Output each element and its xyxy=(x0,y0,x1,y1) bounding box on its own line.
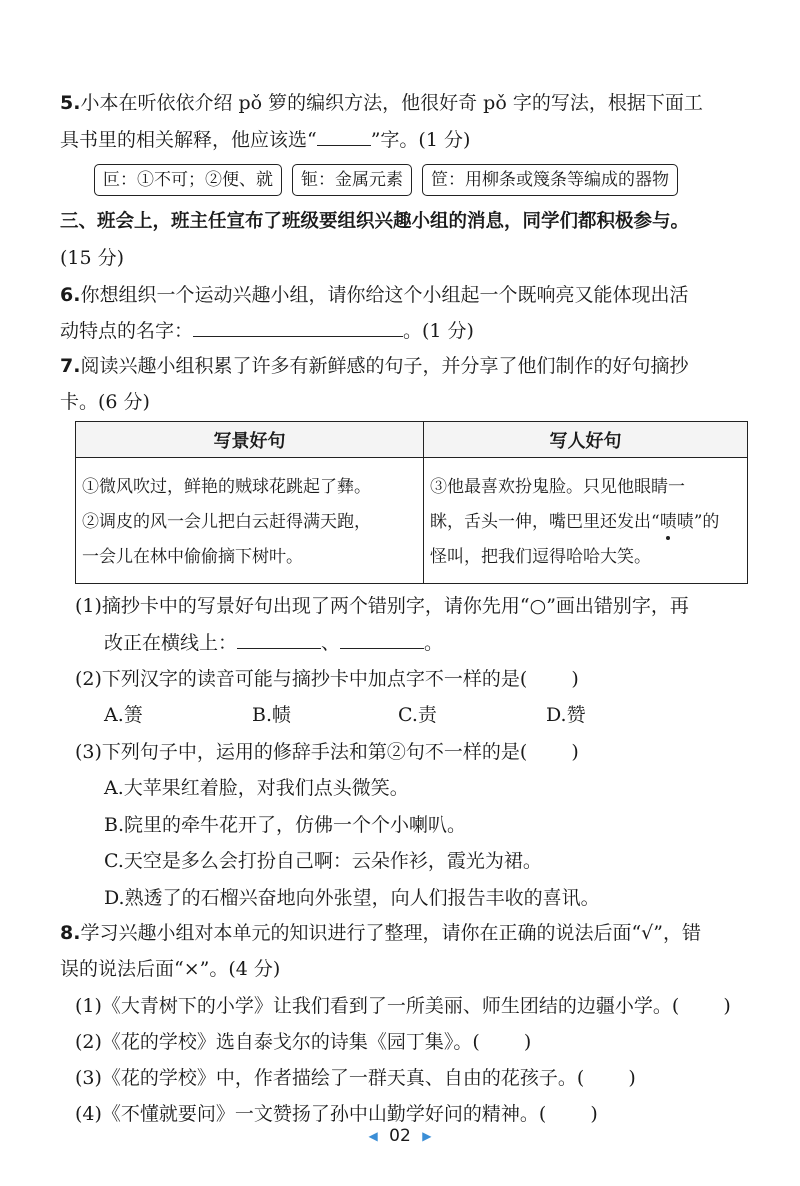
q7-sub3-close: ) xyxy=(571,741,579,763)
q8-line1 xyxy=(60,920,701,946)
q6-answer-blank[interactable] xyxy=(193,319,403,337)
q7-sub2-opt-a: A.箦 xyxy=(104,704,143,726)
q6-text: 你想组织一个运动兴趣小组，请你给这个小组起一个既响亮又能体现出活 xyxy=(80,284,689,306)
q8-item-4-close: ) xyxy=(590,1103,598,1125)
q5-line1 xyxy=(60,90,703,116)
triangle-left-icon: ◀ xyxy=(368,1129,378,1143)
q8-item-1-text: (1)《大青树下的小学》让我们看到了一所美丽、师生团结的边疆小学。( xyxy=(75,995,680,1017)
q7-sub3 xyxy=(75,739,579,765)
q8-item-1-close: ) xyxy=(723,995,731,1017)
q7-sub2-opt-b: B.帻 xyxy=(252,704,292,726)
people-line-2b: 啧”的 xyxy=(676,512,720,532)
q8-item-2 xyxy=(75,1029,531,1055)
q8-line2: 误的说法后面“×”。(4 分) xyxy=(60,958,281,980)
q8-item-3-close: ) xyxy=(628,1067,636,1089)
q5-number: 5. xyxy=(60,92,81,114)
q7-sub2-close: ) xyxy=(571,668,579,690)
scenery-line-3: 一会儿在林中偷偷摘下树叶。 xyxy=(82,547,303,567)
people-line-2a: 眯，舌头一伸，嘴巴里还发出“ xyxy=(430,512,660,532)
q8-item-4 xyxy=(75,1101,598,1127)
people-sentences xyxy=(424,458,748,584)
sentence-card-table xyxy=(75,421,748,584)
page-number: 02 xyxy=(389,1126,411,1146)
dotted-char: 啧 xyxy=(659,512,677,532)
q8-item-2-text: (2)《花的学校》选自泰戈尔的诗集《园丁集》。( xyxy=(75,1031,480,1053)
q8-text: 学习兴趣小组对本单元的知识进行了整理，请你在正确的说法后面“√”，错 xyxy=(80,922,701,944)
dictionary-entries xyxy=(94,164,678,196)
q7-sub2-text: (2)下列汉字的读音可能与摘抄卡中加点字不一样的是( xyxy=(75,668,528,690)
q7-sub3-opt-c: C.天空是多么会打扮自己啊：云朵作衫，霞光为裙。 xyxy=(104,850,542,872)
q7-sub1-text: 改正在横线上： xyxy=(104,632,238,654)
scenery-line-1: ①微风吹过，鲜艳的贼球花跳起了彝。 xyxy=(82,477,371,497)
q6-text-2a: 动特点的名字： xyxy=(60,320,194,342)
q7-sub1-line2 xyxy=(104,630,443,656)
q7-sub3-text: (3)下列句子中，运用的修辞手法和第②句不一样的是( xyxy=(75,741,528,763)
q7-number: 7. xyxy=(60,355,81,377)
col-people-header: 写人好句 xyxy=(424,422,748,458)
page-footer xyxy=(0,1126,800,1146)
q6-number: 6. xyxy=(60,284,81,306)
q7-sub3-opt-d: D.熟透了的石榴兴奋地向外张望，向人们报告丰收的喜讯。 xyxy=(104,887,600,909)
q7-sub2 xyxy=(75,666,579,692)
q8-item-3 xyxy=(75,1065,636,1091)
q5-text-2b: ”字。(1 分) xyxy=(370,129,471,151)
q5-text-2a: 具书里的相关解释，他应该选“ xyxy=(60,129,317,151)
q8-item-2-close: ) xyxy=(523,1031,532,1053)
correction-blank-1[interactable] xyxy=(237,631,321,649)
q8-item-3-text: (3)《花的学校》中，作者描绘了一群天真、自由的花孩子。( xyxy=(75,1067,585,1089)
q6-line1 xyxy=(60,282,688,308)
people-line-1: ③他最喜欢扮鬼脸。只见他眼睛一 xyxy=(430,477,685,497)
scenery-line-2: ②调皮的风一会儿把白云赶得满天跑， xyxy=(82,512,371,532)
col-scenery-header: 写景好句 xyxy=(76,422,424,458)
q7-sub3-opt-a: A.大苹果红着脸，对我们点头微笑。 xyxy=(104,777,409,799)
q7-sub1-end: 。 xyxy=(424,632,444,654)
q8-item-4-text: (4)《不懂就要问》一文赞扬了孙中山勤学好问的精神。( xyxy=(75,1103,547,1125)
people-line-2 xyxy=(430,505,741,540)
q5-text: 小本在听依依介绍 pǒ 箩的编织方法，他很好奇 pǒ 字的写法，根据下面工 xyxy=(80,92,703,114)
q7-sub1-sep: 、 xyxy=(321,632,341,654)
correction-blank-2[interactable] xyxy=(340,631,424,649)
q7-line1 xyxy=(60,353,688,379)
q7-sub2-opt-c: C.责 xyxy=(398,704,437,726)
q8-item-1 xyxy=(75,993,731,1019)
q7-sub2-opt-d: D.赞 xyxy=(546,704,586,726)
q6-text-2b: 。(1 分) xyxy=(403,320,474,342)
dict-entry-3: 笸：用柳条或篾条等编成的器物 xyxy=(422,164,678,196)
q6-line2 xyxy=(60,318,474,344)
q5-answer-blank[interactable] xyxy=(317,128,371,146)
dict-entry-1: 叵：①不可；②便、就 xyxy=(94,164,282,196)
section3-score: (15 分) xyxy=(60,247,125,269)
q7-sub3-opt-b: B.院里的牵牛花开了，仿佛一个个小喇叭。 xyxy=(104,814,467,836)
q8-number: 8. xyxy=(60,922,81,944)
scenery-sentences xyxy=(76,458,424,584)
q7-sub1-line1: (1)摘抄卡中的写景好句出现了两个错别字，请你先用“○”画出错别字，再 xyxy=(75,595,689,617)
section3-title: 三、班会上，班主任宣布了班级要组织兴趣小组的消息，同学们都积极参与。 xyxy=(60,211,690,232)
q5-line2 xyxy=(60,127,470,153)
dict-entry-2: 钷：金属元素 xyxy=(292,164,412,196)
triangle-right-icon: ▶ xyxy=(422,1129,432,1143)
people-line-3: 怪叫，把我们逗得哈哈大笑。 xyxy=(430,547,651,567)
q7-text: 阅读兴趣小组积累了许多有新鲜感的句子，并分享了他们制作的好句摘抄 xyxy=(80,355,689,377)
q7-line2: 卡。(6 分) xyxy=(60,391,150,413)
